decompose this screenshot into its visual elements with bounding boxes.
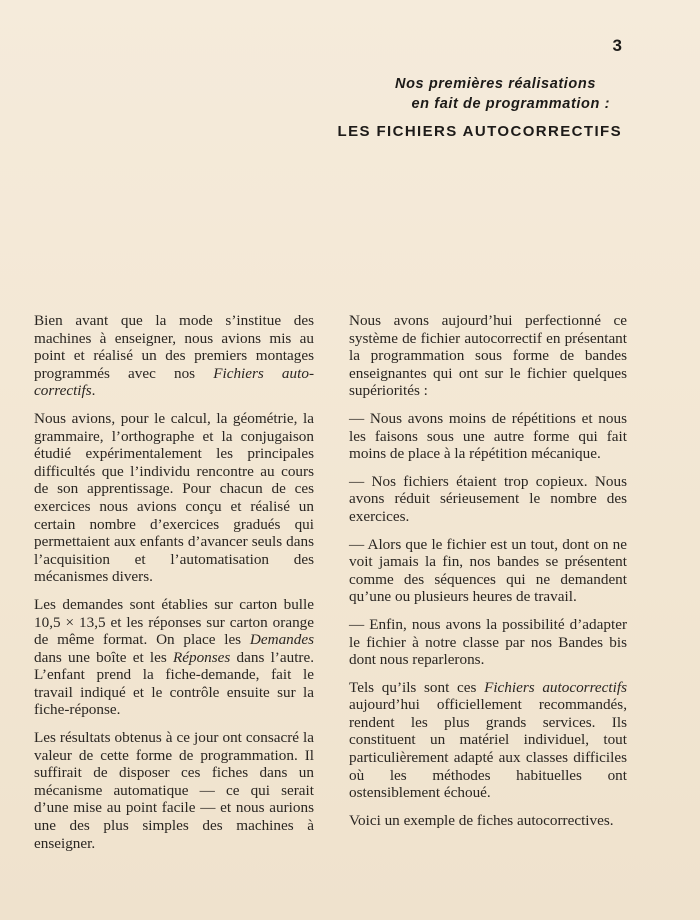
paragraph: Voici un exemple de fiches autocorrectives. bbox=[349, 811, 614, 829]
paragraph: Tels qu’ils sont ces Fichiers autocorrectifs aujourd’hui officiellement recommandés, rendent les plus grands services. Ils constituent un matériel individuel, tout particulièrement adapté aux classes difficiles où les méthodes habituelles ont ostensiblement échoué. bbox=[349, 678, 627, 802]
chapter-heading bbox=[338, 74, 622, 140]
heading-line-2: en fait de programmation : bbox=[411, 96, 610, 112]
paragraph: — Enfin, nous avons la possibilité d’adapter le fichier à notre classe par nos Bandes bis dont nous reparlerons. bbox=[349, 615, 627, 669]
heading-title: LES FICHIERS AUTOCORRECTIFS bbox=[337, 123, 622, 140]
heading-line-1: Nos premières réalisations bbox=[395, 76, 596, 92]
paragraph: Les demandes sont établies sur carton bulle 10,5 × 13,5 et les réponses sur carton orange de même format. On place les Demandes dans une boîte et les Réponses dans l’autre. L’enfant prend la fiche-demande, fait le travail indiqué et le contrôle ensuite sur la fiche-réponse. bbox=[34, 595, 315, 719]
paragraph: — Nous avons moins de répétitions et nous les faisons sous une autre forme qui fait moins de place à la répétition mécanique. bbox=[349, 409, 627, 463]
paragraph: Nous avions, pour le calcul, la géométrie, la grammaire, l’orthographe et la conjugaison étudié expérimentalement les principales difficultés que l’individu rencontre au cours de son apprentissage. Pour chacun de ces exercices nous avions conçu et réalisé un certain nombre d’exercices gradués qui permettaient aux enfants d’avancer seuls dans l’acquisition et l’automatisation des mécanismes divers. bbox=[34, 409, 314, 586]
paragraph: Les résultats obtenus à ce jour ont consacré la valeur de cette forme de programmation. Il suffirait de disposer ces fiches dans un mécanisme automatique — ce qui serait d’une mise au point facile — et nous aurions une des plus simples des machines à enseigner. bbox=[34, 729, 314, 852]
left-column bbox=[34, 312, 314, 862]
page-number: 3 bbox=[612, 36, 622, 55]
paragraph: — Alors que le fichier est un tout, dont on ne voit jamais la fin, nos bandes se présentent comme des séquences qui ne demandent qu’une ou plusieurs heures de travail. bbox=[349, 535, 627, 606]
paragraph: — Nos fichiers étaient trop copieux. Nous avons réduit sérieusement le nombre des exercices. bbox=[349, 472, 627, 525]
paragraph: Bien avant que la mode s’institue des machines à enseigner, nous avions mis au point et réalisé un des premiers montages programmés avec nos Fichiers auto-correctifs. bbox=[34, 312, 314, 400]
right-column bbox=[349, 312, 627, 839]
paragraph: Nous avons aujourd’hui perfectionné ce système de fichier autocorrectif en présentant la programmation sous forme de bandes enseignantes qui ont sur le fichier quelques supériorités : bbox=[349, 312, 627, 400]
